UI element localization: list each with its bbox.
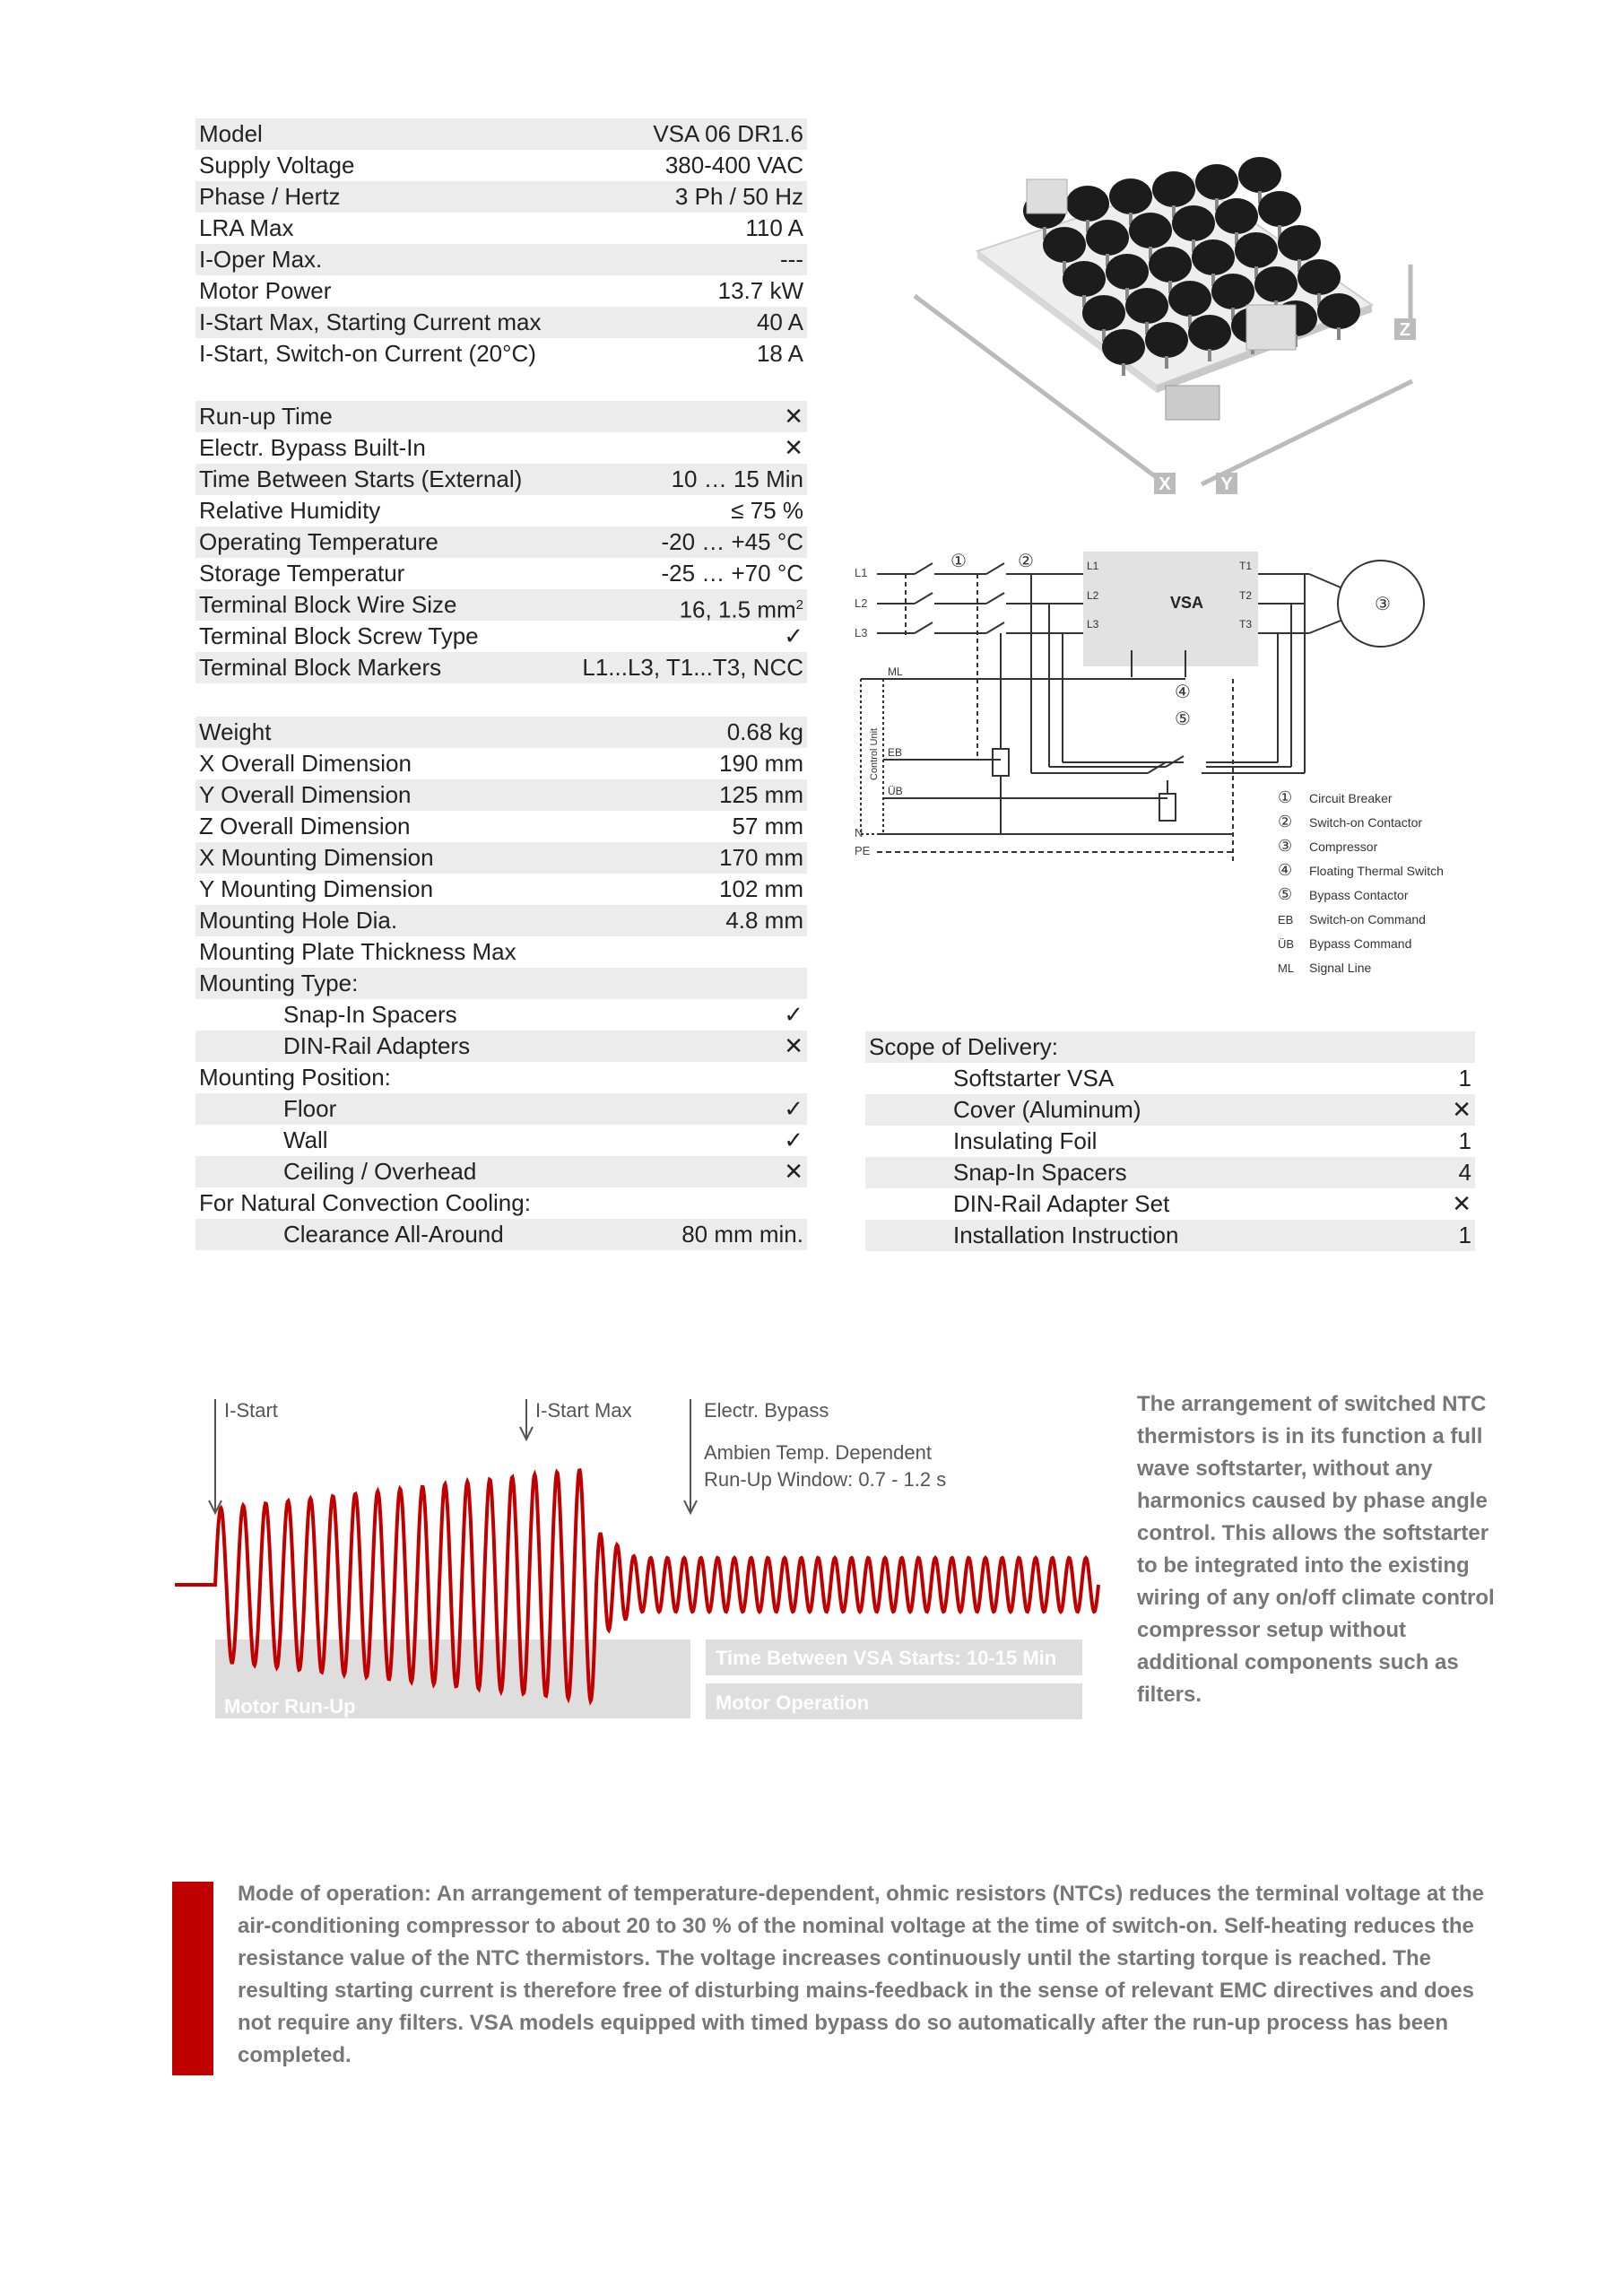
ntc-disc: [1215, 198, 1258, 234]
spec-row: [195, 495, 807, 526]
spec-row: [195, 748, 807, 779]
ntc-lead: [1337, 327, 1341, 340]
check-icon: ✓: [784, 622, 803, 649]
ntc-disc: [1188, 315, 1231, 351]
legend-text: Bypass Contactor: [1309, 888, 1409, 902]
spec-row: [195, 307, 807, 338]
spec-label: Run-up Time: [199, 403, 333, 430]
wiring-diagram: [852, 538, 1480, 987]
spec-row: [195, 526, 807, 558]
product-photo: [897, 152, 1480, 511]
spec-row: [195, 1187, 807, 1219]
ntc-disc: [1235, 232, 1278, 268]
scope-label: Installation Instruction: [953, 1222, 1179, 1248]
spec-label: DIN-Rail Adapters: [283, 1032, 471, 1059]
spec-label: Storage Temperatur: [199, 560, 405, 587]
spec-label: Snap-In Spacers: [283, 1001, 457, 1028]
spec-row: [195, 213, 807, 244]
ntc-disc: [1195, 164, 1238, 200]
spec-row: [195, 118, 807, 150]
cross-icon: ✕: [784, 1158, 803, 1185]
spec-row: [195, 968, 807, 999]
time-between-starts-label: Time Between VSA Starts: 10-15 Min: [716, 1647, 1057, 1669]
cross-icon: ✕: [784, 403, 803, 430]
check-icon: ✓: [784, 1001, 803, 1028]
startup-current-waveform: [175, 1386, 1107, 1744]
scope-value: 1: [1458, 1222, 1471, 1248]
circuit-legend: [1278, 788, 1444, 975]
scope-row: [865, 1031, 1475, 1063]
ntc-disc: [1317, 293, 1360, 329]
spec-value: -20 … +45 °C: [661, 528, 803, 555]
spec-row: [195, 905, 807, 936]
signal-label-ub: ÜB: [888, 785, 903, 797]
motor-runup-label: Motor Run-Up: [224, 1695, 356, 1718]
scope-label: Scope of Delivery:: [869, 1033, 1058, 1060]
ntc-disc: [1063, 261, 1106, 297]
output-label-t2: T2: [1239, 589, 1253, 602]
axis-y-label: Y: [1220, 474, 1233, 494]
spec-value: 102 mm: [719, 875, 803, 902]
ntc-disc: [1145, 322, 1188, 358]
scope-label: Insulating Foil: [953, 1127, 1098, 1154]
ambient-temp-label: Ambien Temp. Dependent: [704, 1441, 932, 1464]
legend-text: Floating Thermal Switch: [1309, 864, 1444, 878]
spec-label: Motor Power: [199, 277, 332, 304]
spec-row: [195, 464, 807, 495]
legend-key: ML: [1278, 961, 1295, 975]
spec-value: 57 mm: [732, 813, 803, 839]
legend-text: Switch-on Contactor: [1309, 815, 1423, 830]
ntc-disc: [1149, 247, 1192, 283]
spec-label: Electr. Bypass Built-In: [199, 434, 426, 461]
output-label-t1: T1: [1239, 560, 1253, 572]
spec-label: Operating Temperature: [199, 528, 438, 555]
control-unit-label: Control Unit: [869, 727, 880, 780]
spec-label: Weight: [199, 718, 272, 745]
spec-row: [195, 1093, 807, 1125]
scope-label: Snap-In Spacers: [953, 1159, 1127, 1186]
i-start-max-label: I-Start Max: [535, 1399, 632, 1422]
signal-label-ml: ML: [888, 665, 903, 678]
ntc-lead: [1208, 349, 1211, 361]
spec-row: [195, 432, 807, 464]
spec-value: -25 … +70 °C: [661, 560, 803, 587]
spec-row: [195, 717, 807, 748]
legend-key: ④: [1278, 861, 1293, 879]
circuit-num-2: ②: [1018, 552, 1034, 571]
spec-row: [195, 150, 807, 181]
spec-label: Mounting Hole Dia.: [199, 907, 398, 934]
spec-label: Wall: [283, 1126, 328, 1153]
ntc-disc: [1129, 213, 1172, 248]
mode-of-operation-paragraph: Mode of operation: An arrangement of temperature-dependent, ohmic resistors (NTCs) reduces the terminal voltage at the air-conditioning compressor to about 20 to 30 % of the nominal voltage at the time of switch-on. Self-heating reduces the resistance value of the NTC thermistors. The voltage increases continuously until the starting torque is reached. The resulting starting current is therefore free of disturbing mains-feedback in the sense of relevant EMC directives and does not require any filters. VSA models equipped with timed bypass do so automatically after the run-up process has been completed.: [238, 1882, 1485, 2067]
spec-value: VSA 06 DR1.6: [653, 120, 803, 147]
spec-row: [195, 1125, 807, 1156]
spec-value: 110 A: [745, 214, 803, 241]
spec-value: 190 mm: [719, 750, 803, 777]
ntc-disc: [1125, 288, 1168, 324]
axis-x-label: X: [1159, 474, 1171, 494]
ntc-disc: [1066, 186, 1109, 222]
spec-row: [195, 811, 807, 842]
line-label-n: N: [855, 826, 864, 839]
input-label-l3: L3: [1087, 618, 1099, 631]
spec-row: [195, 842, 807, 874]
scope-row: [865, 1157, 1475, 1188]
legend-text: Bypass Command: [1309, 936, 1412, 951]
legend-text: Switch-on Command: [1309, 912, 1426, 926]
spec-label: X Mounting Dimension: [199, 844, 434, 871]
spec-label: I-Oper Max.: [199, 246, 323, 273]
scope-row: [865, 1220, 1475, 1251]
scope-row: [865, 1063, 1475, 1094]
line-label-l2: L2: [855, 596, 868, 610]
ntc-disc: [1152, 171, 1195, 207]
line-label-l3: L3: [855, 626, 868, 639]
spec-value: 170 mm: [719, 844, 803, 871]
scope-of-delivery-table: [865, 1031, 1475, 1251]
spec-label: Floor: [283, 1095, 337, 1122]
spec-value: 380-400 VAC: [664, 152, 803, 178]
spec-row: [195, 621, 807, 652]
spec-label: Y Overall Dimension: [199, 781, 412, 808]
spec-label: Mounting Type:: [199, 970, 359, 996]
spec-label: Z Overall Dimension: [199, 813, 411, 839]
ntc-disc: [1082, 295, 1125, 331]
legend-key: EB: [1278, 913, 1294, 926]
spec-row: [195, 181, 807, 213]
spec-value: ---: [780, 246, 803, 273]
ntc-disc: [1086, 220, 1129, 256]
spec-row: [195, 936, 807, 968]
spec-label: Terminal Block Screw Type: [199, 622, 479, 649]
spec-label: LRA Max: [199, 214, 294, 241]
electr-bypass-label: Electr. Bypass: [704, 1399, 829, 1422]
ntc-disc: [1211, 274, 1254, 309]
scope-value: 4: [1458, 1159, 1471, 1186]
spec-table-electrical: [195, 118, 807, 370]
spec-value: 80 mm min.: [681, 1221, 803, 1248]
spec-label: Clearance All-Around: [283, 1221, 504, 1248]
spec-label: X Overall Dimension: [199, 750, 412, 777]
line-label-l1: L1: [855, 566, 868, 579]
spec-label: Model: [199, 120, 263, 147]
spec-label: Supply Voltage: [199, 152, 355, 178]
spec-label: Phase / Hertz: [199, 183, 341, 210]
spec-label: Ceiling / Overhead: [283, 1158, 477, 1185]
spec-row: [195, 874, 807, 905]
legend-key: ②: [1278, 813, 1293, 831]
spec-value: 125 mm: [719, 781, 803, 808]
line-label-pe: PE: [855, 844, 871, 857]
check-icon: ✓: [784, 1126, 803, 1153]
spec-value: 4.8 mm: [725, 907, 803, 934]
ntc-disc: [1043, 227, 1086, 263]
spec-label: Terminal Block Wire Size: [199, 591, 457, 618]
motor-operation-label: Motor Operation: [716, 1692, 870, 1714]
spec-row: [195, 338, 807, 370]
ntc-disc: [1109, 178, 1152, 214]
ntc-disc: [1192, 239, 1235, 275]
spec-row: [195, 275, 807, 307]
scope-label: Softstarter VSA: [953, 1065, 1115, 1091]
ntc-disc: [1172, 205, 1215, 241]
legend-key: ÜB: [1278, 937, 1295, 951]
ntc-disc: [1106, 254, 1149, 290]
spec-label: Mounting Plate Thickness Max: [199, 938, 516, 965]
spec-value: 18 A: [756, 340, 803, 367]
scope-value: 1: [1458, 1127, 1471, 1154]
cross-icon: ✕: [1452, 1096, 1471, 1123]
spec-label: Y Mounting Dimension: [199, 875, 434, 902]
spec-value: 16, 1.5 $mm^2$: [679, 596, 803, 623]
axis-z-label: Z: [1399, 320, 1411, 340]
spec-value: 13.7 kW: [717, 277, 803, 304]
spec-row: [195, 1156, 807, 1187]
spec-table-mechanical: [195, 717, 807, 1250]
spec-row: [195, 1031, 807, 1062]
scope-label: Cover (Aluminum): [953, 1096, 1141, 1123]
legend-text: Circuit Breaker: [1309, 791, 1393, 805]
spec-value: 40 A: [756, 309, 803, 335]
scope-row: [865, 1188, 1475, 1220]
legend-key: ⑤: [1278, 885, 1293, 903]
ntc-lead: [1165, 356, 1168, 369]
output-label-t3: T3: [1239, 618, 1253, 631]
spec-row: [195, 401, 807, 432]
input-label-l2: L2: [1087, 589, 1099, 602]
legend-text: Signal Line: [1309, 961, 1372, 975]
ntc-lead: [1122, 363, 1125, 376]
spec-row: [195, 558, 807, 589]
spec-row: [195, 1062, 807, 1093]
i-start-label: I-Start: [224, 1399, 278, 1422]
spec-label: Mounting Position:: [199, 1064, 391, 1091]
spec-label: I-Start, Switch-on Current (20°C): [199, 340, 536, 367]
cross-icon: ✕: [784, 434, 803, 461]
circuit-num-1: ①: [950, 552, 967, 571]
legend-key: ③: [1278, 837, 1293, 855]
spec-value: L1...L3, T1...T3, NCC: [582, 654, 803, 681]
ntc-disc: [1258, 191, 1301, 227]
scope-value: 1: [1458, 1065, 1471, 1091]
spec-label: Time Between Starts (External): [199, 465, 523, 492]
ntc-disc: [1238, 157, 1281, 193]
scope-label: DIN-Rail Adapter Set: [953, 1190, 1170, 1217]
spec-label: Terminal Block Markers: [199, 654, 442, 681]
spec-label: For Natural Convection Cooling:: [199, 1189, 531, 1216]
spec-value: ≤ 75 %: [731, 497, 803, 524]
circuit-num-5: ⑤: [1175, 709, 1191, 729]
check-icon: ✓: [784, 1095, 803, 1122]
cross-icon: ✕: [1452, 1190, 1471, 1217]
runup-window-label: Run-Up Window: 0.7 - 1.2 s: [704, 1468, 947, 1491]
scope-row: [865, 1126, 1475, 1157]
ntc-disc: [1168, 281, 1211, 317]
ntc-disc: [1298, 259, 1341, 295]
cross-icon: ✕: [784, 1032, 803, 1059]
spec-value: 3 Ph / 50 Hz: [674, 183, 803, 210]
spec-table-operating: [195, 401, 807, 683]
legend-text: Compressor: [1309, 839, 1378, 854]
circuit-num-4: ④: [1175, 683, 1191, 702]
spec-value: 10 … 15 Min: [671, 465, 803, 492]
ntc-disc: [1278, 225, 1321, 261]
vsa-device-label: VSA: [1170, 594, 1204, 612]
spec-row: [195, 999, 807, 1031]
description-paragraph: The arrangement of switched NTC thermistors is in its function a full wave softstarter, without any harmonics caused by phase angle control. This allows the softstarter to be integrated into the existing wiring of any on/off climate control compressor setup without additional components such as filters.: [1137, 1392, 1495, 1707]
spec-row: [195, 779, 807, 811]
ntc-disc: [1254, 266, 1298, 302]
spec-row: [195, 589, 807, 621]
scope-row: [865, 1094, 1475, 1126]
ntc-disc: [1102, 329, 1145, 365]
spec-row: [195, 1219, 807, 1250]
spec-row: [195, 652, 807, 683]
circuit-num-3: ③: [1375, 595, 1391, 614]
spec-label: Relative Humidity: [199, 497, 381, 524]
spec-row: [195, 244, 807, 275]
spec-label: I-Start Max, Starting Current max: [199, 309, 542, 335]
spec-value: 0.68 kg: [726, 718, 803, 745]
legend-key: ①: [1278, 788, 1293, 806]
input-label-l1: L1: [1087, 560, 1099, 572]
accent-bar: [172, 1882, 213, 2075]
signal-label-eb: EB: [888, 746, 903, 759]
